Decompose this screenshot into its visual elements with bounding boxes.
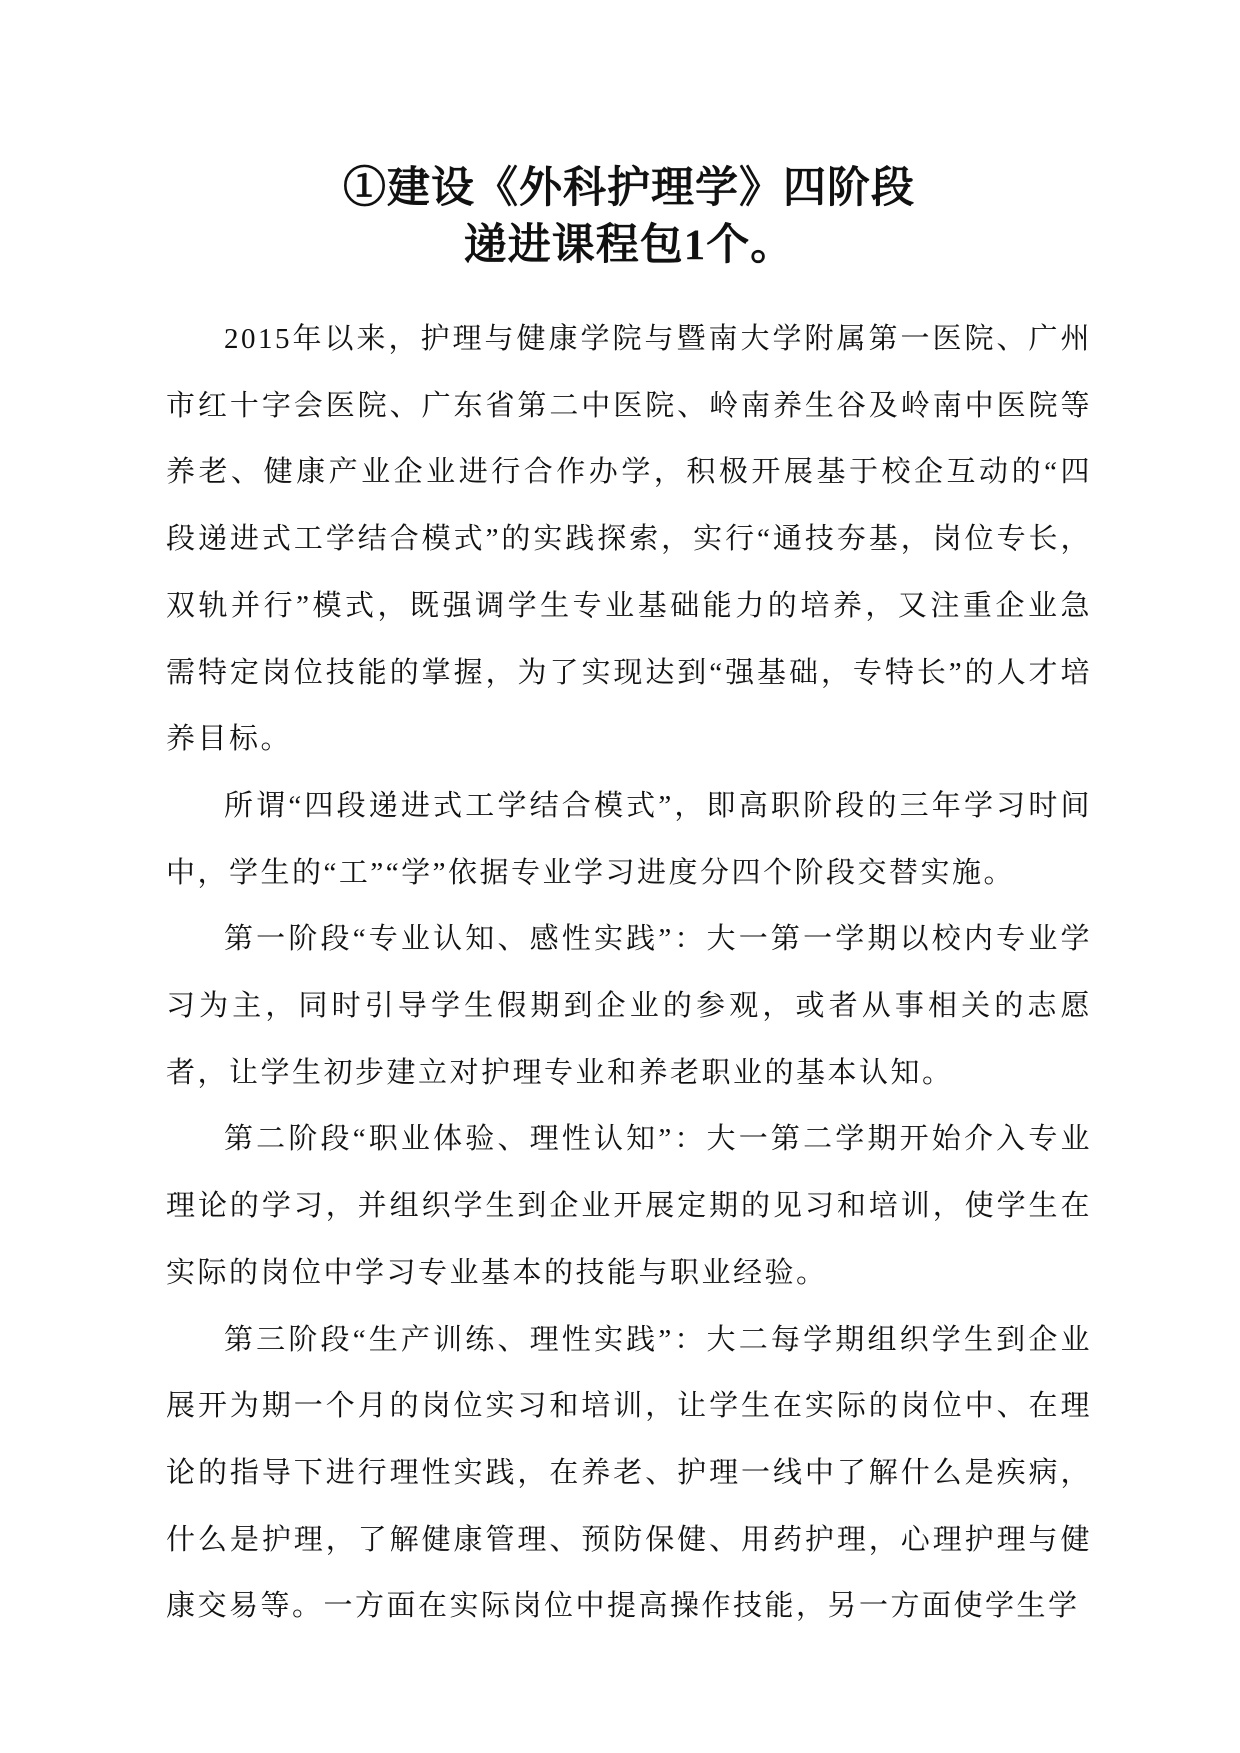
paragraph-stage-2: 第二阶段“职业体验、理性认知”：大一第二学期开始介入专业理论的学习，并组织学生到企业开展定期的见习和培训，使学生在实际的岗位中学习专业基本的技能与职业经验。 (166, 1123, 1092, 1289)
paragraph-intro: 2015年以来，护理与健康学院与暨南大学附属第一医院、广州市红十字会医院、广东省第二中医院、岭南养生谷及岭南中医院等养老、健康产业企业进行合作办学，积极开展基于校企互动的“四段递进式工学结合模式”的实践探索，实行“通技夯基，岗位专长，双轨并行”模式，既强调学生专业基础能力的培养，又注重企业急需特定岗位技能的掌握，为了实现达到“强基础，专特长”的人才培养目标。 (166, 323, 1092, 756)
document-title-line-2: 递进课程包1个。 (463, 222, 795, 269)
document-title (166, 160, 1092, 274)
paragraph-model-definition: 所谓“四段递进式工学结合模式”，即高职阶段的三年学习时间中，学生的“工”“学”依据专业学习进度分四个阶段交替实施。 (166, 789, 1092, 889)
document-title-line-1: ①建设《外科护理学》四阶段 (343, 165, 915, 212)
paragraph-stage-1: 第一阶段“专业认知、感性实践”：大一第一学期以校内专业学习为主，同时引导学生假期到企业的参观，或者从事相关的志愿者，让学生初步建立对护理专业和养老职业的基本认知。 (166, 923, 1092, 1089)
paragraph-stage-3: 第三阶段“生产训练、理性实践”：大二每学期组织学生到企业展开为期一个月的岗位实习和培训，让学生在实际的岗位中、在理论的指导下进行理性实践，在养老、护理一线中了解什么是疾病，什么是护理，了解健康管理、预防保健、用药护理，心理护理与健康交易等。一方面在实际岗位中提高操作技能，另一方面使学生学 (166, 1323, 1092, 1623)
